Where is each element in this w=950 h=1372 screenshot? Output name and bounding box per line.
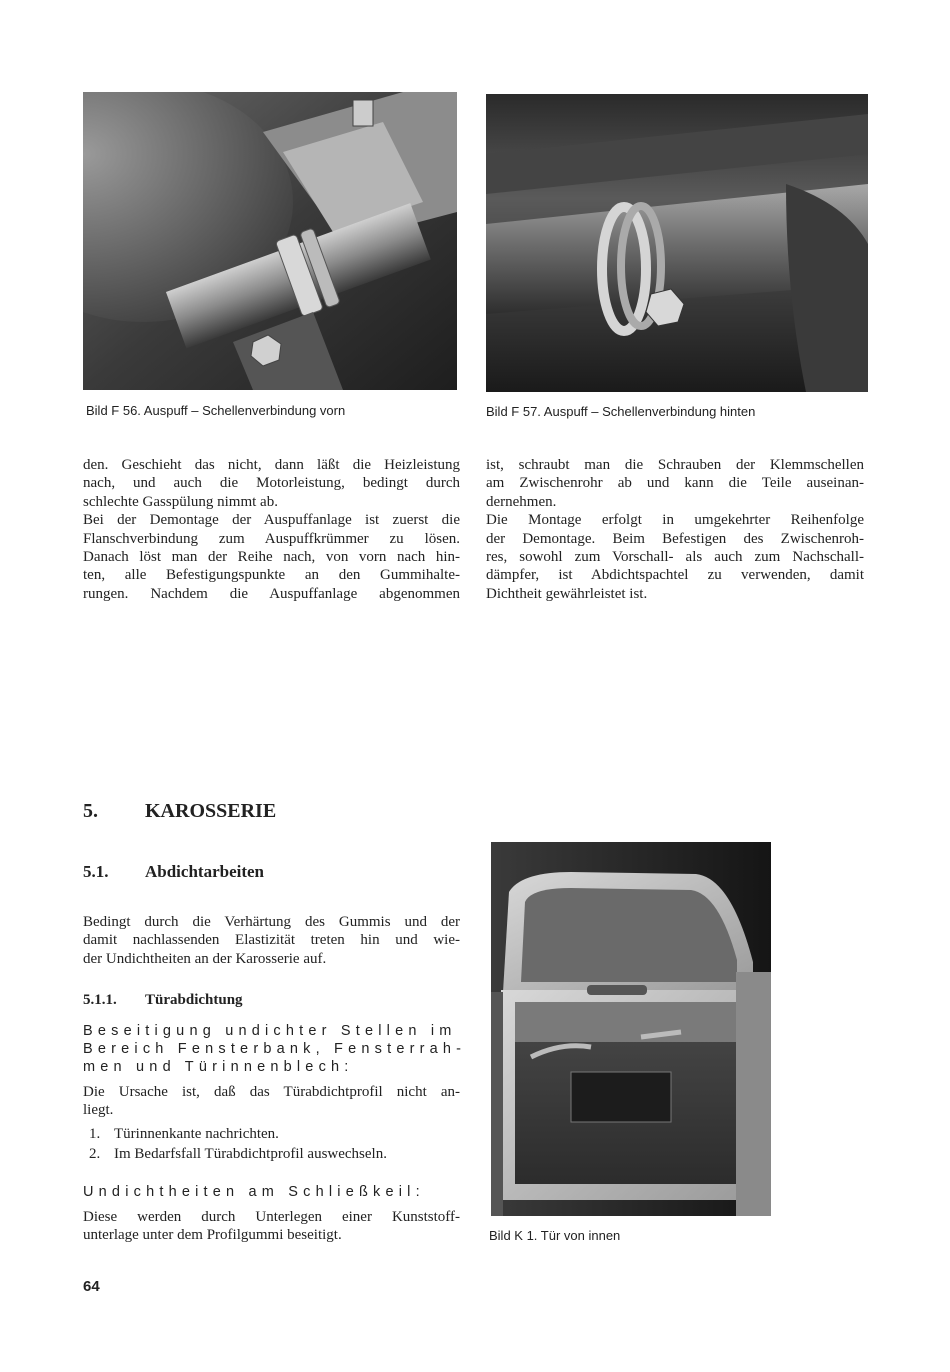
section-number: 5. — [83, 800, 98, 822]
photo-exhaust-clamp-rear — [486, 94, 868, 392]
text-line: unterlage unter dem Profilgummi beseitigt. — [83, 1227, 342, 1244]
subsection-heading — [83, 862, 264, 882]
list-text: Im Bedarfsfall Türabdichtprofil auswechseln. — [114, 1146, 387, 1162]
text-line: dernehmen. — [486, 493, 557, 510]
spaced-heading-line: Bereich Fensterbank, Fensterrah- — [83, 1041, 467, 1057]
list-text: Türinnenkante nachrichten. — [114, 1126, 279, 1142]
text-line: Dichtheit gewährleistet ist. — [486, 585, 648, 602]
text-line: damit nachlassenden Elastizität treten hin und wie- — [83, 932, 460, 949]
text-line: Flanschverbindung zum Auspuffkrümmer zu lösen. — [83, 530, 460, 547]
text-line: Danach löst man der Reihe nach, von vorn nach hin- — [83, 549, 460, 566]
list-item — [89, 1126, 279, 1143]
text-line: der Undichtheiten an der Karosserie auf. — [83, 950, 327, 967]
text-line: den. Geschieht das nicht, dann läßt die Heizleistung — [83, 457, 460, 473]
text-line: Bei der Demontage der Auspuffanlage ist zuerst die — [83, 512, 460, 529]
text-line: ten, alle Befestigungspunkte an den Gummihalte- — [83, 567, 460, 584]
section-heading — [83, 800, 276, 823]
list-number: 1. — [89, 1126, 101, 1142]
text-line: Bedingt durch die Verhärtung des Gummis und der — [83, 914, 460, 930]
photo-exhaust-clamp-front — [83, 92, 457, 390]
subsection-number: 5.1. — [83, 862, 109, 881]
intro-paragraph — [83, 913, 460, 968]
list-item — [89, 1146, 387, 1163]
text-line: liegt. — [83, 1102, 114, 1119]
section-title: KAROSSERIE — [145, 800, 277, 822]
remedy-paragraph — [83, 1208, 460, 1245]
text-line: Die Ursache ist, daß das Türabdichtprofil nicht an- — [83, 1084, 460, 1100]
figure-caption-k1: Bild K 1. Tür von innen — [489, 1228, 621, 1243]
text-line: rungen. Nachdem die Auspuffanlage abgenommen — [83, 585, 460, 602]
subsubsection-title: Türabdichtung — [145, 992, 243, 1008]
text-line: dämpfer, ist Abdichtspachtel zu verwenden, damit — [486, 567, 864, 584]
page-number: 64 — [83, 1278, 100, 1295]
spaced-heading-2: Undichtheiten am Schließkeil: — [83, 1184, 425, 1200]
text-line: der Demontage. Beim Befestigen des Zwischenroh- — [486, 530, 864, 547]
spaced-heading-line: men und Türinnenblech: — [83, 1059, 354, 1075]
text-line: Die Montage erfolgt in umgekehrter Reihenfolge — [486, 512, 864, 529]
list-number: 2. — [89, 1146, 101, 1162]
text-column-right — [486, 456, 864, 603]
spaced-heading-line: Beseitigung undichter Stellen im — [83, 1023, 457, 1039]
text-column-left — [83, 456, 460, 603]
subsection-title: Abdichtarbeiten — [145, 862, 264, 881]
subsubsection-number: 5.1.1. — [83, 992, 117, 1008]
cause-paragraph — [83, 1083, 460, 1120]
text-line: res, sowohl zum Vorschall- als auch zum Nachschall- — [486, 549, 864, 566]
text-line: am Zwischenrohr ab und kann die Teile auseinan- — [486, 475, 864, 492]
subsubsection-heading — [83, 992, 243, 1009]
figure-caption-f57: Bild F 57. Auspuff – Schellenverbindung hinten — [486, 404, 756, 419]
figure-caption-f56: Bild F 56. Auspuff – Schellenverbindung vorn — [86, 403, 346, 418]
text-line: Diese werden durch Unterlegen einer Kunststoff- — [83, 1209, 460, 1225]
text-line: schlechte Gasspülung nimmt ab. — [83, 493, 278, 510]
text-line: nach, und auch die Motorleistung, bedingt durch — [83, 475, 460, 492]
photo-car-door-inside — [491, 842, 771, 1216]
text-line: ist, schraubt man die Schrauben der Klemmschellen — [486, 457, 864, 473]
